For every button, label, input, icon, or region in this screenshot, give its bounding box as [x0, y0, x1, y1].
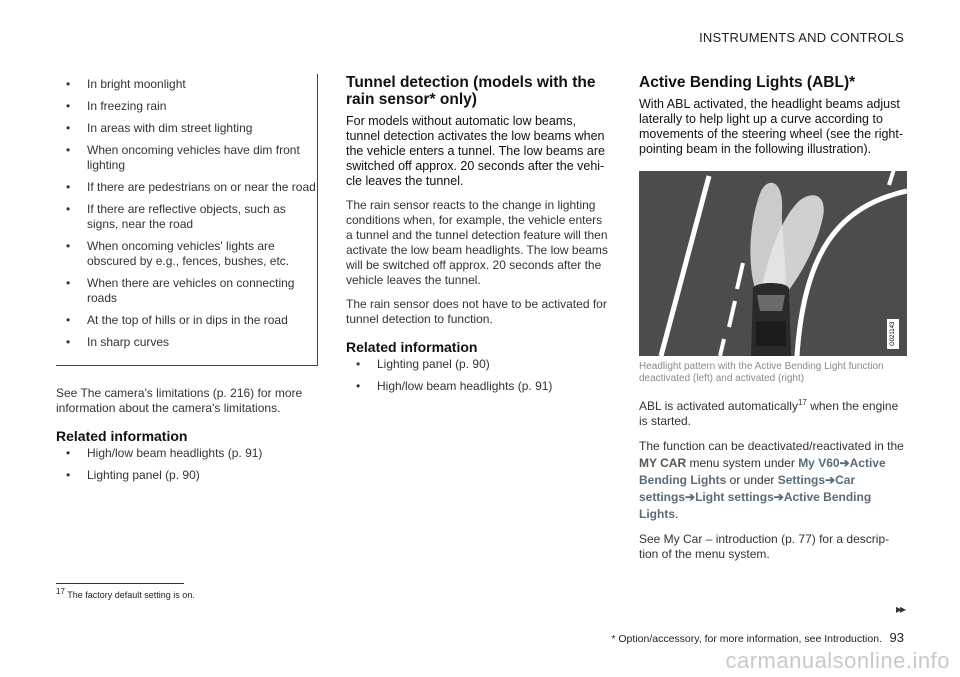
list-item: • In sharp curves — [56, 335, 317, 350]
list-item: • In freezing rain — [56, 99, 317, 114]
headlight-illustration — [639, 171, 907, 356]
related-link[interactable]: • Lighting panel (p. 90) — [346, 357, 610, 372]
menu-intro: The function can be deactivated/reactivated in the — [639, 439, 904, 453]
menu-path-light-settings: Light settings — [695, 490, 774, 504]
option-note: * Option/accessory, for more information, see Introduction. — [611, 633, 882, 645]
list-item: • In areas with dim street lighting — [56, 121, 317, 136]
column-left — [56, 74, 318, 490]
headlight-pattern-image — [639, 171, 907, 356]
watermark: carmanualsonline.info — [725, 648, 950, 673]
related-link[interactable]: • High/low beam headlights (p. 91) — [56, 446, 318, 461]
next-page-icon[interactable]: ▸▸ — [895, 602, 904, 616]
section-heading: Tunnel detection (models with the rain sensor* only) — [346, 74, 596, 108]
list-item: • When oncoming vehicles have dim front lighting — [56, 143, 317, 173]
period: . — [675, 507, 679, 521]
list-item: • In bright moonlight — [56, 77, 317, 92]
menu-path-abl: Active Bending Lights — [639, 456, 886, 487]
menu-mid: menu system under — [686, 456, 799, 470]
body-paragraph — [639, 395, 907, 429]
section-title: INSTRUMENTS AND CONTROLS — [699, 30, 904, 45]
or-under: or under — [726, 473, 778, 487]
body-paragraph: The rain sensor does not have to be activated for tunnel detection to function. — [346, 297, 607, 326]
footnote-text: The factory default setting is on. — [67, 590, 195, 600]
related-heading: Related information — [56, 428, 188, 444]
lead-paragraph: With ABL activated, the headlight beams adjust laterally to help light up a curve according to movements of the steering wheel (see the right-pointing beam in the following illustration). — [639, 97, 904, 156]
menu-path-car-settings: Car settings — [639, 473, 856, 504]
list-item: • If there are reflective objects, such as signs, near the road — [56, 202, 317, 232]
menu-path-settings: Settings — [777, 473, 826, 487]
menu-path-abl-2: Active Bending Lights — [639, 490, 872, 521]
section-heading: Active Bending Lights (ABL)* — [639, 74, 856, 91]
condition-list — [56, 77, 317, 350]
related-heading: Related information — [346, 339, 478, 355]
auto-text: ABL is activated automatically — [639, 399, 798, 413]
column-middle — [346, 74, 610, 401]
figure-caption: Headlight pattern with the Active Bending Light function deactivated (left) and activated (right) — [639, 361, 884, 384]
list-item: • At the top of hills or in dips in the road — [56, 313, 317, 328]
bullet-box — [56, 74, 318, 366]
list-item: • When oncoming vehicles' lights are obscured by e.g., fences, bushes, etc. — [56, 239, 317, 269]
list-item: • If there are pedestrians on or near the road — [56, 180, 317, 195]
footnote-number: 17 — [56, 587, 65, 596]
footnote — [56, 587, 195, 600]
arrow-right-icon: ➔ — [773, 490, 784, 504]
related-link[interactable]: • High/low beam headlights (p. 91) — [346, 379, 610, 394]
arrow-right-icon: ➔ — [839, 456, 850, 470]
arrow-right-icon: ➔ — [685, 490, 696, 504]
related-link[interactable]: • Lighting panel (p. 90) — [56, 468, 318, 483]
figure-code: G021143 — [887, 319, 899, 349]
footnote-rule — [56, 583, 184, 584]
auto-text-end: when the engine is started. — [639, 399, 899, 428]
column-right — [639, 74, 907, 571]
page-number: 93 — [889, 630, 904, 645]
my-car-label: MY CAR — [639, 456, 687, 470]
footnote-ref: 17 — [797, 398, 807, 407]
arrow-right-icon: ➔ — [825, 473, 836, 487]
see-also-text: See My Car – introduction (p. 77) for a descrip-tion of the menu system. — [639, 532, 890, 561]
see-also-text: See The camera's limitations (p. 216) for more information about the camera's limitations. — [56, 386, 303, 415]
body-paragraph: The rain sensor reacts to the change in lighting conditions when, for example, the vehicle enters a tunnel and the tunnel detection feature will then activate the low beam headlights. The low beams will be switched off approx. 20 seconds after the vehicle leaves the tunnel. — [346, 198, 608, 287]
related-list — [56, 446, 318, 483]
menu-paragraph — [639, 438, 907, 523]
list-item: • When there are vehicles on connecting roads — [56, 276, 317, 306]
related-list — [346, 357, 610, 394]
lead-paragraph: For models without automatic low beams, tunnel detection activates the low beams when the vehicle enters a tunnel. The low beams are switched off approx. 20 seconds after the vehi-cle leaves the tunnel. — [346, 114, 605, 188]
menu-path-my-v60: My V60 — [798, 456, 840, 470]
